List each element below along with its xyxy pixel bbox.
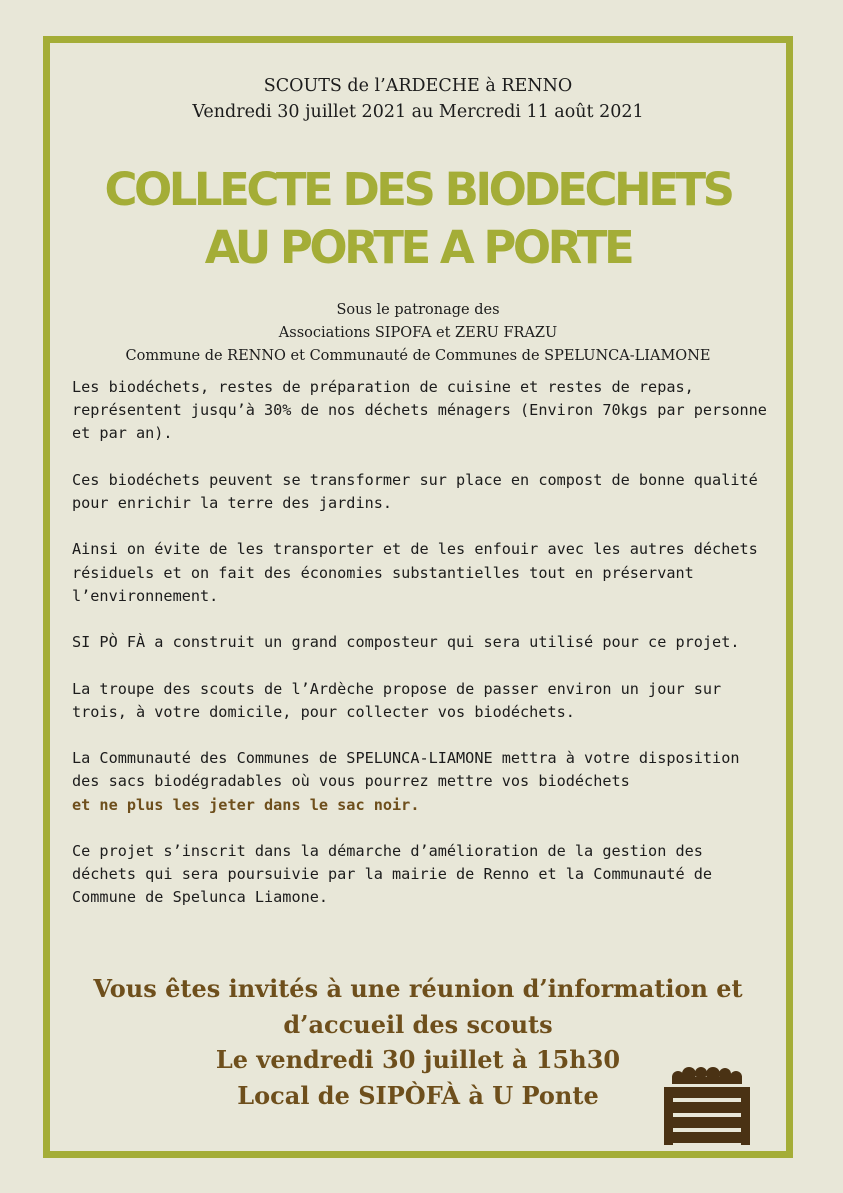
invite-date: Le vendredi 30 juillet à 15h30 (215, 1045, 621, 1074)
paragraph-environment: Ainsi on évite de les transporter et de les enfouir avec les autres déchets résiduels et on fait des économies substantielles tout en préservant l’environnement. (72, 540, 758, 605)
event-header (50, 73, 786, 125)
paragraph-scouts: La troupe des scouts de l’Ardèche propose de passer environ un jour sur trois, à votre domicile, pour collecter vos biodéchets. (72, 679, 722, 721)
title-line-1: COLLECTE DES BIODECHETS (104, 163, 732, 216)
invite-line-2: d’accueil des scouts (283, 1009, 553, 1039)
paragraph-projet: Ce projet s’inscrit dans la démarche d’amélioration de la gestion des déchets qui sera poursuivie par la mairie de Renno et la Communauté de Commune de Spelunca Liamone. (72, 841, 713, 907)
compost-bin-icon (662, 1065, 752, 1145)
paragraph-composteur: SI PÒ FÀ a construit un grand composteur qui sera utilisé pour ce projet. (72, 633, 740, 652)
patronage-block (50, 299, 786, 368)
patronage-line-1: Sous le patronage des (336, 302, 500, 318)
paragraph-sacs (72, 747, 772, 817)
paragraph-biodechets: Les biodéchets, restes de préparation de cuisine et restes de repas, représentent jusqu’à 30% de nos déchets ménagers (Environ 70kgs par personne et par an). (72, 378, 767, 443)
paragraph-compost: Ces biodéchets peuvent se transformer sur place en compost de bonne qualité pour enrichir la terre des jardins. (72, 470, 758, 512)
patronage-line-3: Commune de RENNO et Communauté de Communes de SPELUNCA-LIAMONE (125, 348, 711, 364)
invite-line-1: Vous êtes invités à une réunion d’information et (93, 974, 743, 1003)
paragraph-sacs-emphasis: et ne plus les jeter dans le sac noir. (72, 795, 420, 814)
patronage-line-2: Associations SIPOFA et ZERU FRAZU (278, 325, 558, 341)
invite-location: Local de SIPÒFÀ à U Ponte (237, 1080, 599, 1110)
poster-title (50, 161, 786, 277)
event-dates: Vendredi 30 juillet 2021 au Mercredi 11 août 2021 (192, 102, 644, 122)
paragraph-sacs-text: La Communauté des Communes de SPELUNCA-LIAMONE mettra à votre disposition des sacs biodégradables où vous pourrez mettre vos biodéchets (72, 749, 740, 791)
poster-frame (43, 36, 793, 1158)
title-line-2: AU PORTE A PORTE (204, 221, 632, 274)
body-text (72, 376, 772, 933)
event-organizer: SCOUTS de l’ARDECHE à RENNO (263, 76, 573, 96)
